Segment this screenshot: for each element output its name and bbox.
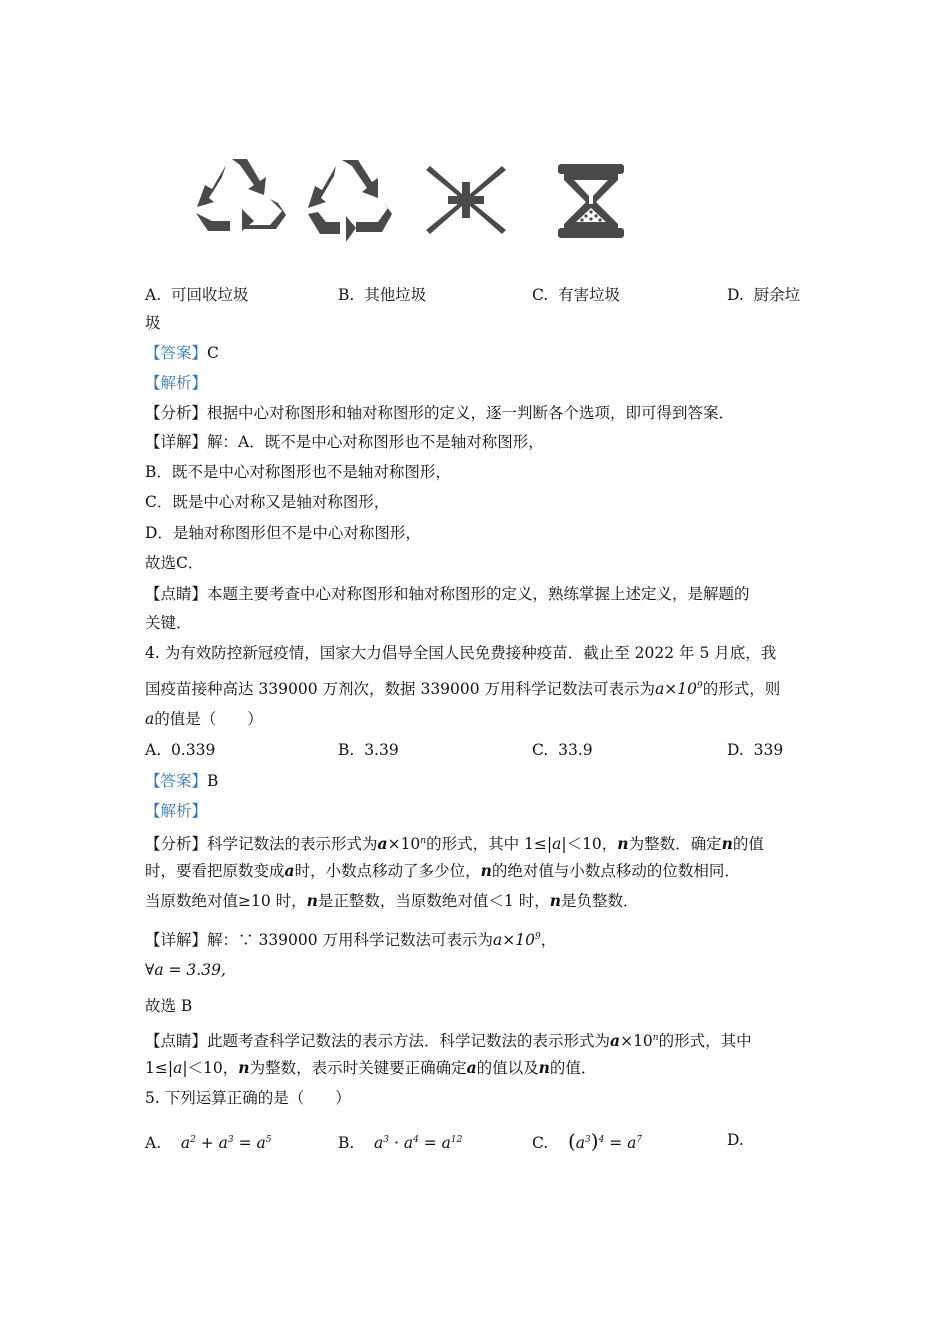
q4-option-c: C. 33.9	[532, 741, 593, 759]
four-arrows-inward-icon	[424, 164, 508, 236]
analysis-tag: 【解析】	[145, 374, 208, 392]
q5-option-d: D.	[727, 1131, 744, 1149]
q4-stem-3: a的值是（ ）	[145, 710, 263, 728]
q4-option-b: B. 3.39	[338, 741, 399, 759]
recycle-triangle-icon	[192, 155, 287, 233]
option-d-wrap: 圾	[145, 314, 161, 332]
solution-line-b: B．既不是中心对称图形也不是轴对称图形，	[145, 463, 451, 481]
option-d: D. 厨余垃	[727, 286, 801, 304]
answer-line: 【答案】C	[145, 344, 219, 362]
q4-dianjing-1: 【点睛】此题考查科学记数法的表示方法．科学记数法的表示形式为$a\times 10^n$的形式，其中	[145, 1031, 752, 1050]
option-c: C. 有害垃圾	[532, 286, 621, 304]
solution-line-c: C．既是中心对称又是轴对称图形，	[145, 493, 390, 511]
q5-option-a: A. $a^2 + a^3 = a^5$	[145, 1134, 272, 1152]
option-b: B. 其他垃圾	[338, 286, 427, 304]
q4-choose: 故选 B	[145, 997, 193, 1015]
dianjing-wrap: 关键．	[145, 614, 192, 632]
q4-stem-2: 国疫苗接种高达 339000 万剂次，数据 339000 万用科学记数法可表示为$a\times 10^9$的形式，则	[145, 680, 781, 698]
q4-option-a: A. 0.339	[145, 741, 216, 759]
q4-fenxi-1: 【分析】科学记数法的表示形式为$a\times 10^n$的形式，其中 1≤|a|＜10，n为整数．确定n的值	[145, 834, 764, 853]
solution-line-d: D．是轴对称图形但不是中心对称图形，	[145, 524, 421, 542]
q4-fenxi-2: 时，要看把原数变成a时，小数点移动了多少位，n的绝对值与小数点移动的位数相同．	[145, 861, 740, 880]
choose-line: 故选C．	[145, 554, 204, 572]
q4-analysis-tag: 【解析】	[145, 802, 208, 820]
q5-option-c: C. $(a^3)^4 = a^7$	[532, 1129, 643, 1153]
q4-answer-line: 【答案】B	[145, 772, 219, 790]
q4-option-d: D. 339	[727, 741, 784, 759]
recycle-triangle-open-icon	[306, 158, 392, 242]
q4-result: ∀a = 3.39,	[145, 961, 226, 979]
q4-xiangjie: 【详解】解：∵ 339000 万用科学记数法可表示为$a\times 10^9$，	[145, 931, 557, 949]
q4-fenxi-3: 当原数绝对值≥10 时，n是正整数，当原数绝对值＜1 时，n是负整数．	[145, 891, 639, 910]
q4-dianjing-2: 1≤|a|＜10，n为整数，表示时关键要正确确定a的值以及n的值．	[145, 1058, 597, 1077]
hourglass-icon	[556, 164, 626, 238]
q5-stem: 5. 下列运算正确的是（ ）	[145, 1089, 351, 1107]
dianjing-line: 【点睛】本题主要考查中心对称图形和轴对称图形的定义，熟练掌握上述定义，是解题的	[145, 585, 750, 603]
option-a: A. 可回收垃圾	[145, 286, 249, 304]
q5-option-b: B. $a^3 \cdot a^4 = a^{12}$	[338, 1134, 463, 1152]
xiangjie-line: 【详解】解：A．既不是中心对称图形也不是轴对称图形，	[145, 433, 544, 451]
q4-stem-1: 4. 为有效防控新冠疫情，国家大力倡导全国人民免费接种疫苗．截止至 2022 年 5 月底，我	[145, 644, 777, 662]
fenxi-line: 【分析】根据中心对称图形和轴对称图形的定义，逐一判断各个选项，即可得到答案．	[145, 404, 735, 422]
